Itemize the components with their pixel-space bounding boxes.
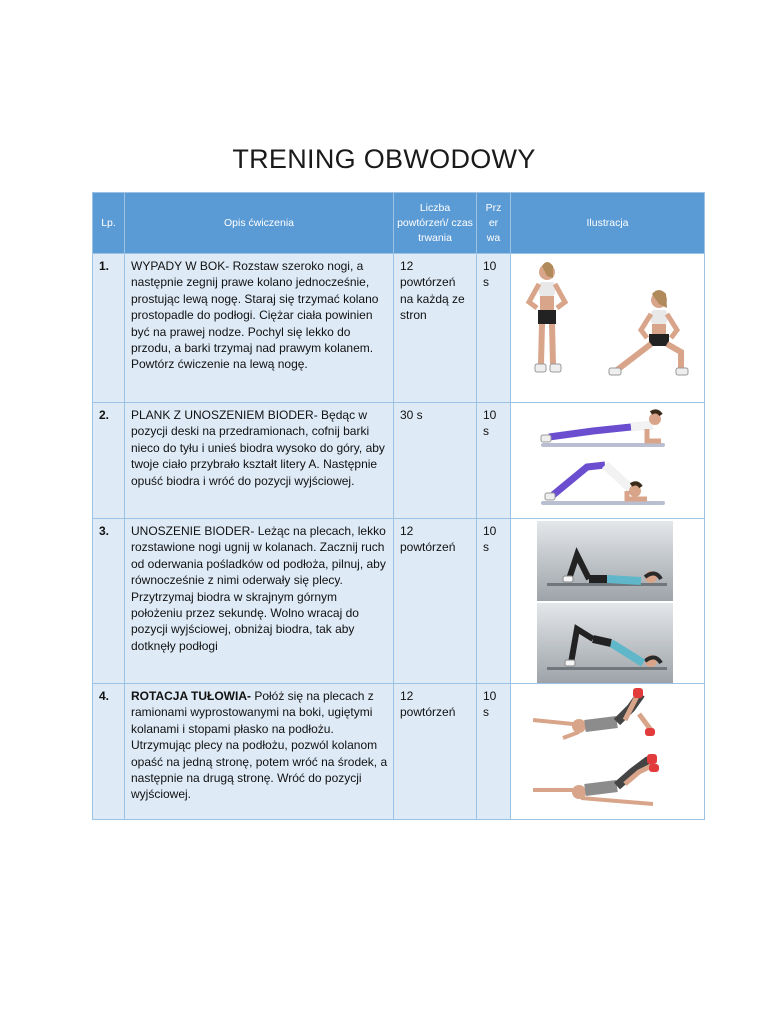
exercise-name: UNOSZENIE BIODER- (131, 524, 255, 538)
exercise-reps: 12 powtórzeń (394, 519, 477, 684)
exercise-description (125, 254, 394, 403)
header-przerwa-line-1: Prz (485, 201, 502, 214)
header-przerwa-line-3: wa (486, 231, 501, 244)
rest-unit: s (483, 424, 489, 439)
rest-value: 10 (483, 259, 497, 273)
exercise-text: Rozstaw szeroko nogi, a następnie zegnij prawe kolano jednocześnie, prostując lewą nogę. Staraj się trzymać kolano prostopadle do podłogi. Ciężar ciała powinien być na prawej nodze. Pochyl się lekko do przodu, a barki trzymaj nad prawym kolanem. Powtórz ćwiczenie na lewą nogę. (131, 259, 379, 372)
plank-hip-raise-illustration (535, 405, 685, 513)
exercise-text: Połóż się na plecach z ramionami wyprostowanymi na boki, ugiętymi kolanami i stopami płasko na podłożu. Utrzymując plecy na podłożu, pozwól kolanom opaść na jedną stronę, potem wróć na środek, a następnie na drugą stronę. Wróć do pozycji wyjściowej. (131, 689, 388, 802)
table-row (93, 519, 705, 684)
header-opis: Opis ćwiczenia (125, 193, 394, 254)
exercise-description (125, 684, 394, 820)
table-header-row (93, 193, 705, 254)
exercise-name: PLANK Z UNOSZENIEM BIODER- (131, 408, 318, 422)
rest-value: 10 (483, 408, 497, 422)
header-lp: Lp. (93, 193, 125, 254)
illustration-cell (511, 254, 705, 403)
exercise-rest (477, 254, 511, 403)
row-number: 4. (93, 684, 125, 820)
table-row (93, 684, 705, 820)
exercise-reps: 12 powtórzeń (394, 684, 477, 820)
illustration-cell (511, 519, 705, 684)
header-liczba: Liczba powtórzeń/ czas trwania (394, 193, 477, 254)
side-lunge-illustration (517, 256, 703, 384)
exercise-text: Będąc w pozycji deski na przedramionach, cofnij barki nieco do tyłu i unieś biodra wysoko do góry, aby twoje ciało przybrało kształt litery A. Następnie opuść biodra i wróć do pozycji wyjściowej. (131, 408, 385, 488)
exercise-text: Leżąc na plecach, lekko rozstawione nogi ugnij w kolanach. Zacznij ruch od oderwania pośladków od podłoża, pilnuj, aby równocześnie z nimi oderwały się plecy. Przytrzymaj biodra w skrajnym górnym położeniu przez sekundę. Wolno wracaj do pozycji wyjściowej, obniżaj biodra, tak aby dotknęły podłogi (131, 524, 386, 653)
illustration-cell (511, 403, 705, 519)
exercise-description (125, 519, 394, 684)
exercise-description (125, 403, 394, 519)
table-row (93, 403, 705, 519)
exercise-table (92, 192, 705, 820)
rest-unit: s (483, 275, 489, 290)
exercise-name: WYPADY W BOK- (131, 259, 230, 273)
row-number: 3. (93, 519, 125, 684)
exercise-reps: 30 s (394, 403, 477, 519)
glute-bridge-illustration (537, 521, 673, 683)
rest-value: 10 (483, 689, 497, 703)
header-przerwa (477, 193, 511, 254)
header-przerwa-line-2: er (488, 216, 499, 229)
exercise-name: ROTACJA TUŁOWIA- (131, 689, 251, 703)
row-number: 2. (93, 403, 125, 519)
exercise-rest (477, 684, 511, 820)
table-row (93, 254, 705, 403)
torso-rotation-illustration (533, 686, 673, 818)
header-ilustracja: Ilustracja (511, 193, 705, 254)
rest-value: 10 (483, 524, 497, 538)
rest-unit: s (483, 540, 489, 555)
row-number: 1. (93, 254, 125, 403)
rest-unit: s (483, 705, 489, 720)
exercise-reps: 12 powtórzeń na każdą ze stron (394, 254, 477, 403)
illustration-cell (511, 684, 705, 820)
page-title: TRENING OBWODOWY (232, 144, 536, 174)
exercise-rest (477, 519, 511, 684)
exercise-rest (477, 403, 511, 519)
